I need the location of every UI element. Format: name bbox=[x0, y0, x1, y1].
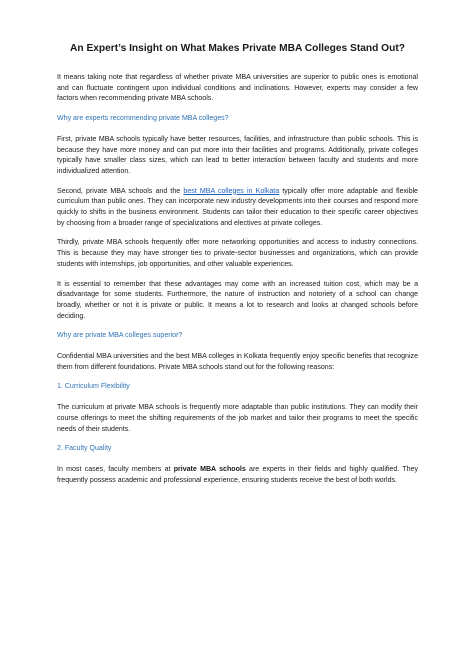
paragraph-first: First, private MBA schools typically have better resources, facilities, and infrastructure than public schools. This is because they have more money and can put more into their facilities and programs. Additionally, private colleges typically have smaller class sizes, which can lead to better interaction between faculty and students and more individualized attention. bbox=[57, 135, 418, 175]
paragraph-curriculum: The curriculum at private MBA schools is frequently more adaptable than public institutions. They can modify their course offerings to meet the shifting requirements of the job market and tailor their programs to meet the specific needs of their students. bbox=[57, 404, 418, 433]
paragraph-faculty-end: are experts in their fields and highly qualified. They frequently possess academic and professional experience, ensuring students receive the best of both worlds. bbox=[57, 465, 419, 484]
subheading-curriculum: 1. Curriculum Flexibility bbox=[57, 383, 130, 391]
paragraph-faculty-start: In most cases, faculty members at bbox=[57, 465, 174, 473]
section-heading-why-experts: Why are experts recommending private MBA colleges? bbox=[57, 115, 229, 123]
paragraph-essential: It is essential to remember that these advantages may come with an increased tuition cost, which may be a disadvantage for some students. Furthermore, the nature of instruction and notoriety of a school can change broadly, whether or not it is private or public. It means a lot to research and looks at changed schools before deciding. bbox=[57, 280, 418, 320]
paragraph-second-start: Second, private MBA schools and the bbox=[57, 187, 184, 195]
kolkata-mba-link[interactable]: best MBA colleges in Kolkata bbox=[183, 187, 280, 195]
paragraph-second bbox=[57, 187, 418, 230]
paragraph-second-end: typically offer more adaptable and flexible curriculum than public ones. They can incorporate new industry developments into their courses and respond more quickly to shifts in the business environment. Students can tailor their education to their specific career objectives by choosing from a broader range of specializations and electives at private colleges. bbox=[57, 187, 418, 227]
document-title: An Expert’s Insight on What Makes Private MBA Colleges Stand Out? bbox=[70, 43, 405, 54]
intro-paragraph: It means taking note that regardless of whether private MBA universities are superior to public ones is emotional and can fluctuate contingent upon individual conditions and inclinations. However, experts may consider a few factors when recommending private MBA schools. bbox=[57, 74, 418, 103]
subheading-faculty: 2. Faculty Quality bbox=[57, 445, 112, 453]
paragraph-third: Thirdly, private MBA schools frequently offer more networking opportunities and access to industry connections. This is because they may have stronger ties to private-sector businesses and organizations, which can provide students with internships, job opportunities, and other valuable experiences. bbox=[57, 239, 418, 268]
section-heading-why-superior: Why are private MBA colleges superior? bbox=[57, 332, 183, 340]
paragraph-confidential: Confidential MBA universities and the best MBA colleges in Kolkata frequently enjoy specific benefits that recognize them from different foundations. Private MBA schools stand out for the following reasons: bbox=[57, 353, 418, 371]
paragraph-faculty bbox=[57, 465, 418, 486]
private-mba-schools-bold: private MBA schools bbox=[173, 465, 246, 473]
